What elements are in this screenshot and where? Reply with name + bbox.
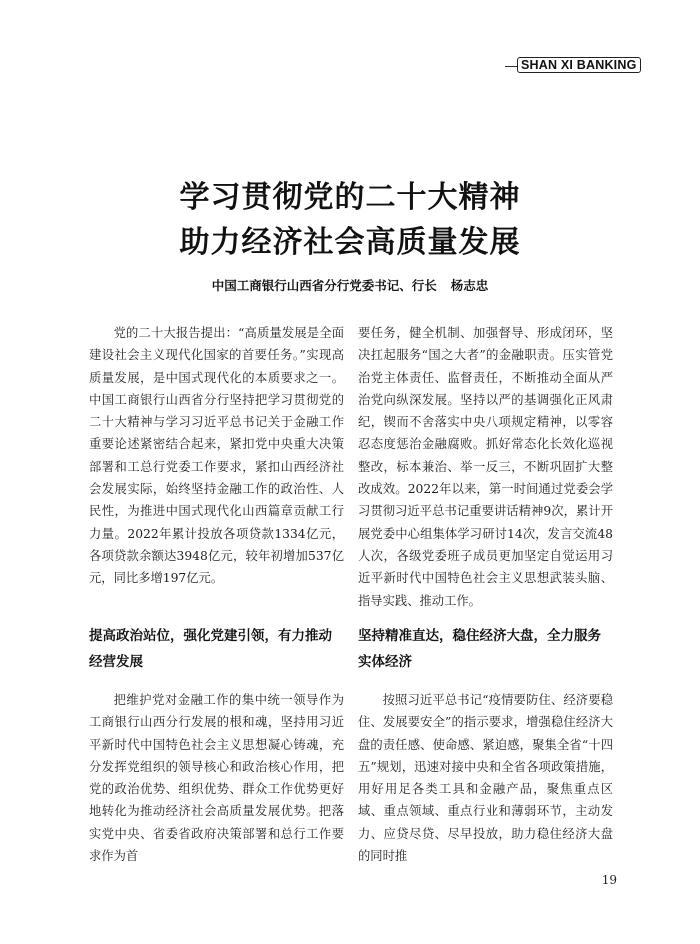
page-number: 19	[601, 873, 617, 887]
body-column-left	[89, 689, 344, 867]
article-title-line1: 学习贯彻党的二十大精神	[179, 180, 521, 215]
body-paragraph-left: 把维护党对金融工作的集中统一领导作为工商银行山西分行发展的根和魂，坚持用习近平新时代中国特色社会主义思想凝心铸魂，充分发挥党组织的领导核心和政治核心作用，把党的政治优势、组织优势、群众工作优势更好地转化为推动经济社会高质量发展优势。把落实党中央、省委省政府决策部署和总行工作要求作为首	[89, 693, 344, 864]
intro-paragraph-left: 党的二十大报告提出：“高质量发展是全面建设社会主义现代化国家的首要任务。”实现高质量发展，是中国式现代化的本质要求之一。中国工商银行山西省分行坚持把学习贯彻党的二十大精神与学习习近平总书记关于金融工作重要论述紧密结合起来，紧扣党中央重大决策部署和工总行党委工作要求，紧扣山西经济社会发展实际，始终坚持金融工作的政治性、人民性，为推进中国式现代化山西篇章贡献工行力量。2022年累计投放各项贷款1334亿元，各项贷款余额达3948亿元，较年初增加537亿元，同比多增197亿元。	[89, 326, 344, 586]
byline-role: 中国工商银行山西省分行党委书记、行长	[211, 278, 437, 293]
section-heading-right: 坚持精准直达，稳住经济大盘，全力服务实体经济	[358, 628, 601, 670]
byline-name: 杨志忠	[450, 278, 489, 293]
section-tag: SHAN XI BANKING	[517, 57, 641, 73]
body-paragraph-right: 按照习近平总书记“疫情要防住、经济要稳住、发展要安全”的指示要求，增强稳住经济大盘的责任感、使命感、紧迫感，聚集全省“十四五”规划，迅速对接中央和全省各项政策措施，用好用足各类工具和金融产品，聚焦重点区域、重点领域、重点行业和薄弱环节，主动发力、应贷尽贷、尽早投放，助力稳住经济大盘的同时推	[358, 693, 613, 864]
intro-column-left	[89, 322, 344, 590]
byline	[0, 276, 700, 294]
intro-paragraph-right: 要任务，健全机制、加强督导、形成闭环，坚决扛起服务“国之大者”的金融职责。压实管党治党主体责任、监督责任，不断推动全面从严治党向纵深发展。坚持以严的基调强化正风肃纪，锲而不舍落实中央八项规定精神，以零容忍态度惩治金融腐败。抓好常态化长效化巡视整改，标本兼治、举一反三，不断巩固扩大整改成效。2022年以来，第一时间通过党委会学习贯彻习近平总书记重要讲话精神9次，累计开展党委中心组集体学习研讨14次，发言交流48人次，各级党委班子成员更加坚定自觉运用习近平新时代中国特色社会主义思想武装头脑、指导实践、推动工作。	[358, 326, 613, 608]
intro-column-right	[358, 322, 613, 612]
body-column-right	[358, 689, 613, 867]
article-title-line2: 助力经济社会高质量发展	[179, 225, 521, 260]
section-heading-left: 提高政治站位，强化党建引领，有力推动经营发展	[89, 628, 332, 670]
